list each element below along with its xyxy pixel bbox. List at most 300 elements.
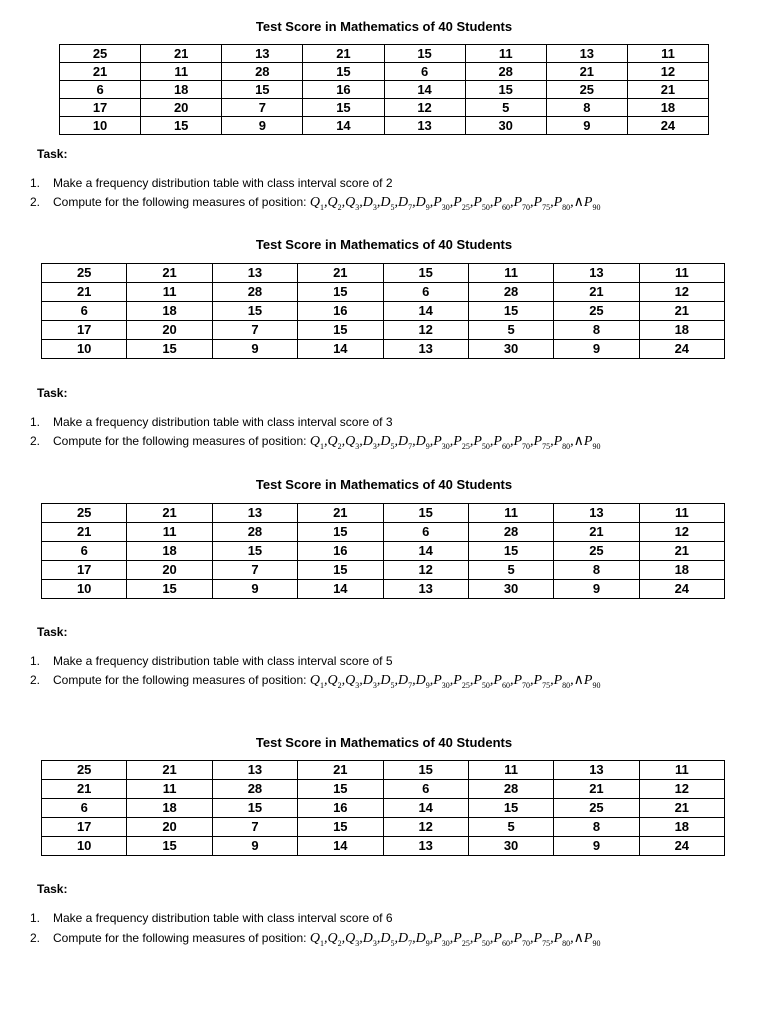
task-item-1-text: Make a frequency distribution table with class interval score of 5 [53, 654, 393, 668]
table-cell: 13 [222, 45, 303, 63]
table-cell: 25 [42, 761, 127, 780]
table-cell: 21 [42, 523, 127, 542]
measure-subscript: 30 [441, 441, 450, 451]
table-cell: 18 [127, 799, 212, 818]
measure-subscript: 75 [542, 938, 551, 948]
measure-symbol: P [553, 931, 563, 946]
table-cell: 18 [127, 302, 212, 321]
formula-separator: , [449, 195, 454, 210]
table-cell: 8 [554, 818, 639, 837]
measure-symbol: D [380, 434, 391, 449]
table-cell: 25 [554, 799, 639, 818]
item-number: 1. [30, 654, 41, 668]
table-cell: 6 [60, 81, 141, 99]
table-row [42, 504, 725, 523]
formula-separator: , [489, 673, 494, 688]
measure-symbol: Q [327, 195, 338, 210]
measure-symbol: D [362, 434, 373, 449]
table-cell: 25 [60, 45, 141, 63]
table-cell: 11 [127, 523, 212, 542]
table-cell: 21 [42, 283, 127, 302]
measure-symbol: D [362, 195, 373, 210]
table-cell: 17 [42, 561, 127, 580]
table-cell: 15 [303, 63, 384, 81]
scores-table [41, 263, 725, 359]
item-number: 2. [30, 434, 41, 448]
table-row [42, 837, 725, 856]
table-cell: 12 [383, 561, 468, 580]
formula-separator: , [530, 931, 534, 946]
table-title: Test Score in Mathematics of 40 Students [255, 735, 513, 750]
table-cell: 28 [212, 780, 297, 799]
item-number: 1. [30, 911, 41, 925]
measure-subscript: 3 [355, 938, 360, 948]
formula-separator: , [469, 434, 474, 449]
measure-subscript: 60 [501, 938, 510, 948]
table-cell: 21 [546, 63, 627, 81]
measure-symbol: P [493, 673, 502, 688]
table-cell: 30 [468, 837, 553, 856]
table-cell: 5 [468, 561, 553, 580]
table-cell: 28 [468, 523, 553, 542]
table-cell: 17 [42, 818, 127, 837]
measure-symbol: P [533, 195, 543, 210]
measure-symbol: Q [309, 673, 320, 688]
formula-separator: ,∧ [570, 434, 584, 449]
table-cell: 11 [127, 780, 212, 799]
measure-subscript: 3 [355, 680, 360, 690]
measure-subscript: 70 [522, 938, 530, 948]
table-row [42, 340, 725, 359]
measure-subscript: 7 [408, 202, 413, 212]
measure-symbol: D [415, 931, 426, 946]
measure-symbol: P [583, 434, 593, 449]
table-cell: 16 [298, 542, 383, 561]
task-item-1 [30, 176, 393, 190]
formula-separator: , [323, 673, 328, 688]
task-item-2-text: Compute for the following measures of position: [53, 434, 307, 448]
measure-subscript: 80 [562, 202, 571, 212]
table-cell: 6 [383, 523, 468, 542]
table-cell: 15 [468, 542, 553, 561]
table-cell: 17 [60, 99, 141, 117]
formula-separator: , [412, 931, 416, 946]
measure-symbol: P [473, 195, 482, 210]
formula-separator: , [449, 673, 454, 688]
measure-symbol: Q [309, 931, 320, 946]
table-cell: 13 [212, 761, 297, 780]
formula-separator: , [449, 434, 454, 449]
measure-subscript: 90 [592, 202, 601, 212]
measure-symbol: P [453, 195, 462, 210]
table-cell: 18 [141, 81, 222, 99]
table-row [42, 264, 725, 283]
table-cell: 21 [141, 45, 222, 63]
measure-symbol: P [473, 673, 482, 688]
table-cell: 15 [465, 81, 546, 99]
formula-separator: , [341, 434, 346, 449]
table-cell: 5 [468, 321, 553, 340]
table-cell: 15 [298, 561, 383, 580]
formula-separator: , [359, 931, 363, 946]
table-cell: 21 [127, 264, 212, 283]
table-cell: 13 [383, 340, 468, 359]
formula-separator: , [550, 434, 554, 449]
table-cell: 18 [639, 321, 724, 340]
measure-symbol: P [473, 931, 482, 946]
table-cell: 28 [465, 63, 546, 81]
table-cell: 15 [468, 302, 553, 321]
measure-symbol: P [513, 931, 522, 946]
formula-separator: , [359, 434, 363, 449]
formula-separator: ,∧ [570, 931, 584, 946]
table-cell: 15 [383, 264, 468, 283]
table-cell: 9 [212, 580, 297, 599]
measure-symbol: P [583, 673, 593, 688]
table-cell: 25 [546, 81, 627, 99]
table-cell: 16 [303, 81, 384, 99]
table-cell: 10 [42, 580, 127, 599]
measure-subscript: 25 [461, 938, 470, 948]
table-cell: 21 [298, 761, 383, 780]
measure-symbol: D [380, 931, 391, 946]
formula-separator: , [489, 931, 494, 946]
measure-symbol: P [513, 673, 522, 688]
table-cell: 7 [212, 818, 297, 837]
table-cell: 30 [465, 117, 546, 135]
table-cell: 11 [141, 63, 222, 81]
measure-symbol: Q [345, 434, 356, 449]
table-title: Test Score in Mathematics of 40 Students [255, 477, 513, 492]
table-cell: 14 [303, 117, 384, 135]
task-item-2 [30, 433, 600, 451]
measure-subscript: 60 [501, 202, 510, 212]
measure-subscript: 75 [542, 441, 551, 451]
measure-symbol: D [415, 434, 426, 449]
table-cell: 6 [383, 780, 468, 799]
measure-symbol: D [397, 673, 409, 688]
table-cell: 15 [127, 580, 212, 599]
task-item-1-text: Make a frequency distribution table with class interval score of 6 [53, 911, 393, 925]
measure-symbol: D [397, 434, 409, 449]
item-number: 2. [30, 931, 41, 945]
formula-separator: ,∧ [570, 673, 584, 688]
measure-subscript: 3 [372, 938, 377, 948]
measure-symbol: Q [345, 673, 356, 688]
measure-symbol: P [553, 434, 563, 449]
table-cell: 9 [222, 117, 303, 135]
table-cell: 15 [384, 45, 465, 63]
table-cell: 21 [639, 302, 724, 321]
table-cell: 13 [212, 504, 297, 523]
table-cell: 21 [127, 761, 212, 780]
measure-symbol: Q [309, 434, 320, 449]
formula-separator: , [323, 434, 328, 449]
table-cell: 7 [212, 561, 297, 580]
measure-subscript: 2 [337, 680, 342, 690]
table-row [42, 780, 725, 799]
measure-symbol: P [433, 434, 442, 449]
measure-subscript: 60 [501, 441, 510, 451]
scores-table [41, 760, 725, 856]
item-number: 1. [30, 415, 41, 429]
formula-separator: , [530, 195, 534, 210]
table-cell: 17 [42, 321, 127, 340]
measure-symbol: P [513, 434, 522, 449]
table-cell: 7 [212, 321, 297, 340]
measure-subscript: 3 [355, 441, 360, 451]
table-row [60, 99, 709, 117]
table-cell: 12 [627, 63, 708, 81]
table-cell: 9 [554, 580, 639, 599]
formula-separator: , [550, 673, 554, 688]
measure-symbol: P [433, 673, 442, 688]
table-row [42, 818, 725, 837]
table-row [42, 302, 725, 321]
table-cell: 15 [212, 799, 297, 818]
measure-subscript: 80 [562, 441, 571, 451]
table-cell: 12 [383, 818, 468, 837]
measure-subscript: 25 [461, 441, 470, 451]
table-cell: 11 [639, 504, 724, 523]
measure-subscript: 7 [408, 441, 413, 451]
measure-symbol: D [362, 673, 373, 688]
formula-separator: , [376, 195, 381, 210]
measure-symbol: D [362, 931, 373, 946]
table-cell: 18 [627, 99, 708, 117]
item-number: 1. [30, 176, 41, 190]
table-cell: 14 [384, 81, 465, 99]
table-cell: 13 [384, 117, 465, 135]
measure-symbol: D [380, 673, 391, 688]
measure-subscript: 9 [425, 441, 430, 451]
scores-table [59, 44, 709, 135]
measure-symbol: P [513, 195, 522, 210]
measure-subscript: 80 [562, 938, 571, 948]
table-cell: 28 [222, 63, 303, 81]
measures-formula [310, 434, 601, 449]
formula-separator: ,∧ [570, 195, 584, 210]
table-cell: 20 [141, 99, 222, 117]
measure-subscript: 50 [481, 202, 490, 212]
table-row [42, 799, 725, 818]
measure-symbol: P [533, 434, 543, 449]
formula-separator: , [489, 195, 494, 210]
table-cell: 11 [627, 45, 708, 63]
table-cell: 21 [639, 542, 724, 561]
measures-formula [310, 195, 601, 210]
table-cell: 21 [298, 504, 383, 523]
table-cell: 8 [546, 99, 627, 117]
formula-separator: , [469, 673, 474, 688]
task-item-2-text: Compute for the following measures of position: [53, 673, 307, 687]
formula-separator: , [323, 931, 328, 946]
table-cell: 14 [298, 340, 383, 359]
formula-separator: , [359, 673, 363, 688]
measure-subscript: 7 [408, 938, 413, 948]
formula-separator: , [449, 931, 454, 946]
table-cell: 11 [468, 504, 553, 523]
table-cell: 6 [383, 283, 468, 302]
formula-separator: , [394, 673, 398, 688]
table-cell: 5 [468, 818, 553, 837]
table-cell: 9 [554, 340, 639, 359]
measure-subscript: 1 [319, 202, 324, 212]
table-row [60, 63, 709, 81]
task-label: Task: [37, 147, 68, 161]
table-cell: 21 [554, 780, 639, 799]
table-cell: 12 [384, 99, 465, 117]
measure-symbol: D [397, 931, 409, 946]
measure-subscript: 7 [408, 680, 413, 690]
formula-separator: , [341, 673, 346, 688]
table-cell: 14 [383, 302, 468, 321]
table-cell: 20 [127, 818, 212, 837]
measure-symbol: P [583, 195, 593, 210]
table-row [42, 542, 725, 561]
table-row [42, 761, 725, 780]
scores-table [41, 503, 725, 599]
table-cell: 15 [468, 799, 553, 818]
table-cell: 30 [468, 580, 553, 599]
measure-symbol: D [415, 195, 426, 210]
table-row [60, 81, 709, 99]
measure-subscript: 1 [319, 938, 324, 948]
table-cell: 21 [127, 504, 212, 523]
table-cell: 20 [127, 321, 212, 340]
table-cell: 11 [468, 264, 553, 283]
table-row [60, 117, 709, 135]
formula-separator: , [469, 931, 474, 946]
measure-subscript: 9 [425, 680, 430, 690]
table-cell: 20 [127, 561, 212, 580]
table-row [42, 580, 725, 599]
table-cell: 30 [468, 340, 553, 359]
table-cell: 12 [639, 283, 724, 302]
measure-subscript: 9 [425, 202, 430, 212]
table-cell: 25 [42, 504, 127, 523]
table-cell: 15 [298, 321, 383, 340]
table-cell: 9 [546, 117, 627, 135]
table-cell: 15 [127, 837, 212, 856]
formula-separator: , [394, 931, 398, 946]
table-cell: 10 [60, 117, 141, 135]
table-cell: 18 [127, 542, 212, 561]
measure-subscript: 5 [390, 202, 395, 212]
measure-subscript: 30 [441, 680, 450, 690]
formula-separator: , [429, 673, 434, 688]
measure-subscript: 30 [441, 202, 450, 212]
measure-subscript: 2 [337, 441, 342, 451]
table-cell: 28 [212, 523, 297, 542]
formula-separator: , [359, 195, 363, 210]
table-cell: 15 [298, 818, 383, 837]
table-cell: 8 [554, 321, 639, 340]
formula-separator: , [550, 931, 554, 946]
measure-subscript: 50 [481, 680, 490, 690]
formula-separator: , [412, 673, 416, 688]
table-cell: 13 [546, 45, 627, 63]
table-cell: 12 [639, 780, 724, 799]
table-cell: 12 [383, 321, 468, 340]
table-row [42, 283, 725, 302]
table-cell: 8 [554, 561, 639, 580]
table-row [42, 561, 725, 580]
item-number: 2. [30, 195, 41, 209]
formula-separator: , [429, 931, 434, 946]
table-cell: 24 [627, 117, 708, 135]
table-cell: 10 [42, 837, 127, 856]
table-cell: 21 [639, 799, 724, 818]
measure-subscript: 2 [337, 938, 342, 948]
measure-symbol: P [433, 931, 442, 946]
measures-formula [310, 931, 601, 946]
table-cell: 7 [222, 99, 303, 117]
table-cell: 13 [212, 264, 297, 283]
table-cell: 9 [212, 340, 297, 359]
measure-symbol: P [533, 931, 543, 946]
measure-symbol: D [397, 195, 409, 210]
table-cell: 21 [554, 283, 639, 302]
table-cell: 15 [383, 761, 468, 780]
table-cell: 14 [383, 542, 468, 561]
table-title: Test Score in Mathematics of 40 Students [255, 19, 513, 34]
formula-separator: , [412, 195, 416, 210]
table-row [42, 321, 725, 340]
measure-symbol: P [493, 434, 502, 449]
formula-separator: , [412, 434, 416, 449]
formula-separator: , [509, 195, 514, 210]
measure-subscript: 2 [337, 202, 342, 212]
table-cell: 10 [42, 340, 127, 359]
table-cell: 6 [42, 799, 127, 818]
task-item-2 [30, 194, 600, 212]
table-cell: 18 [639, 818, 724, 837]
measure-symbol: P [583, 931, 593, 946]
table-cell: 9 [212, 837, 297, 856]
table-cell: 11 [127, 283, 212, 302]
measure-subscript: 80 [562, 680, 571, 690]
measure-subscript: 70 [522, 680, 530, 690]
table-cell: 15 [383, 504, 468, 523]
formula-separator: , [530, 434, 534, 449]
table-cell: 6 [42, 542, 127, 561]
table-cell: 13 [383, 580, 468, 599]
formula-separator: , [509, 673, 514, 688]
table-cell: 15 [222, 81, 303, 99]
measure-symbol: P [433, 195, 442, 210]
table-cell: 6 [384, 63, 465, 81]
measure-subscript: 1 [319, 441, 324, 451]
measure-symbol: D [380, 195, 391, 210]
measure-subscript: 60 [501, 680, 510, 690]
table-cell: 21 [303, 45, 384, 63]
table-cell: 15 [127, 340, 212, 359]
table-cell: 13 [554, 504, 639, 523]
measure-subscript: 25 [461, 202, 470, 212]
measure-subscript: 3 [372, 680, 377, 690]
table-cell: 15 [212, 542, 297, 561]
formula-separator: , [341, 931, 346, 946]
measure-subscript: 90 [592, 441, 601, 451]
formula-separator: , [429, 195, 434, 210]
formula-separator: , [376, 931, 381, 946]
formula-separator: , [489, 434, 494, 449]
table-cell: 16 [298, 302, 383, 321]
measure-symbol: Q [345, 931, 356, 946]
task-item-1-text: Make a frequency distribution table with class interval score of 2 [53, 176, 393, 190]
table-cell: 5 [465, 99, 546, 117]
